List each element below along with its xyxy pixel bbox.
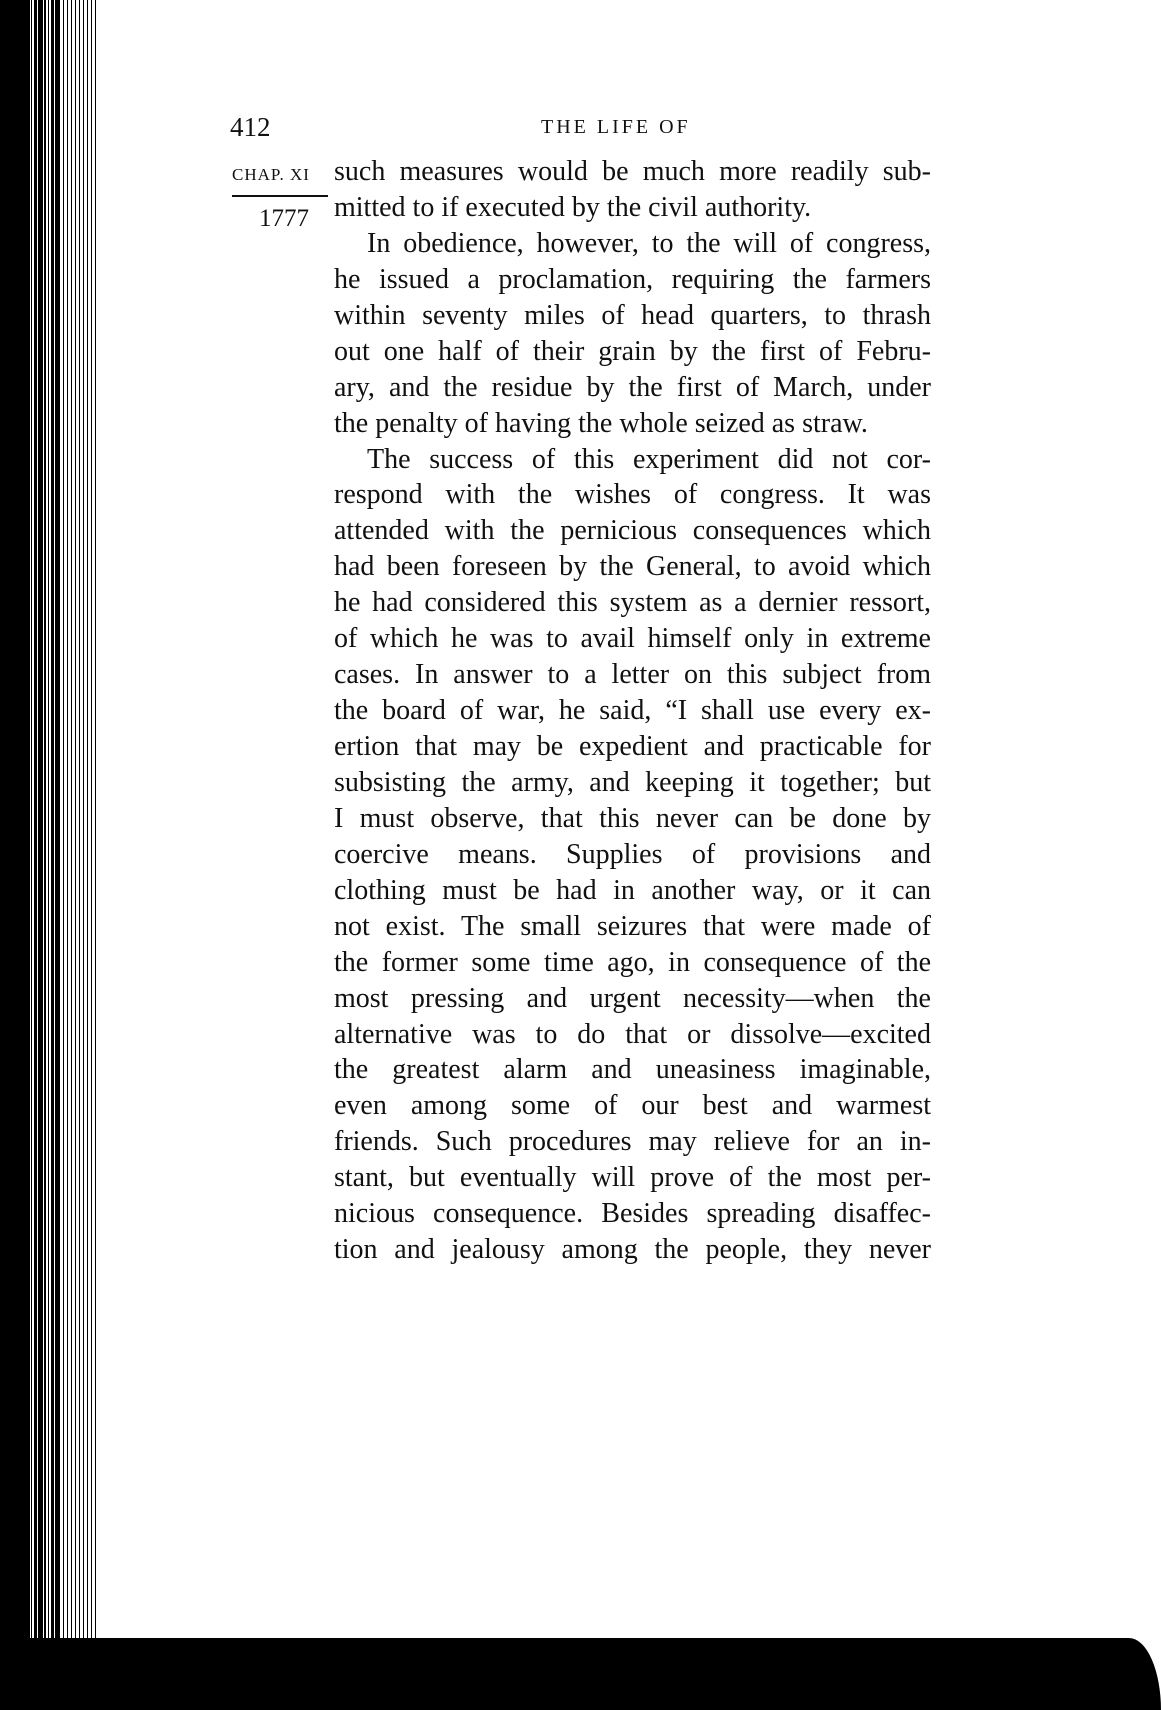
margin-rule [232,195,328,197]
text-line: the penalty of having the whole seized as straw. [334,407,868,439]
text-line: even among some of our best and warmest [334,1090,931,1122]
text-line: had been foreseen by the General, to avoid which [334,551,931,583]
text-line: nicious consequence. Besides spreading disaffec- [334,1198,931,1230]
text-line: subsisting the army, and keeping it together; but [334,766,931,798]
text-line: In obedience, however, to the will of congress, [367,227,931,259]
text-line: clothing must be had in another way, or it can [334,874,931,906]
text-line: most pressing and urgent necessity—when the [334,982,931,1014]
text-line: alternative was to do that or dissolve—excited [334,1018,931,1050]
book-binding-gutter [0,0,98,1710]
text-line: within seventy miles of head quarters, to thrash [334,299,931,331]
text-line: of which he was to avail himself only in extreme [334,623,931,655]
text-line: The success of this experiment did not cor- [367,443,931,475]
page-number: 412 [230,112,271,142]
text-line: he issued a proclamation, requiring the farmers [334,263,931,295]
text-line: the board of war, he said, “I shall use every ex- [334,695,931,727]
text-line: ertion that may be expedient and practicable for [334,731,931,762]
text-line: friends. Such procedures may relieve for an in- [334,1126,931,1158]
body-text [334,154,931,1268]
text-line: the former some time ago, in consequence of the [334,946,931,978]
text-line: coercive means. Supplies of provisions and [334,838,931,870]
text-line: attended with the pernicious consequences which [334,515,931,547]
text-line: respond with the wishes of congress. It was [334,479,931,511]
text-line: mitted to if executed by the civil authority. [334,191,812,223]
text-line: I must observe, that this never can be done by [334,802,931,834]
margin-chapter-label: CHAP. XI [232,165,310,184]
text-line: such measures would be much more readily sub- [334,156,931,187]
scan-bottom-edge [0,1638,1161,1710]
text-line: out one half of their grain by the first of Febru- [334,335,931,367]
text-line: stant, but eventually will prove of the most per- [334,1162,931,1194]
text-line: tion and jealousy among the people, they never [334,1234,931,1266]
text-line: not exist. The small seizures that were made of [334,910,931,942]
running-head: THE LIFE OF [541,116,691,138]
text-line: the greatest alarm and uneasiness imaginable, [334,1054,931,1086]
text-line: he had considered this system as a dernier ressort, [334,587,931,619]
text-line: ary, and the residue by the first of March, under [334,371,931,403]
text-line: cases. In answer to a letter on this subject from [334,659,931,691]
margin-year: 1777 [259,205,309,232]
